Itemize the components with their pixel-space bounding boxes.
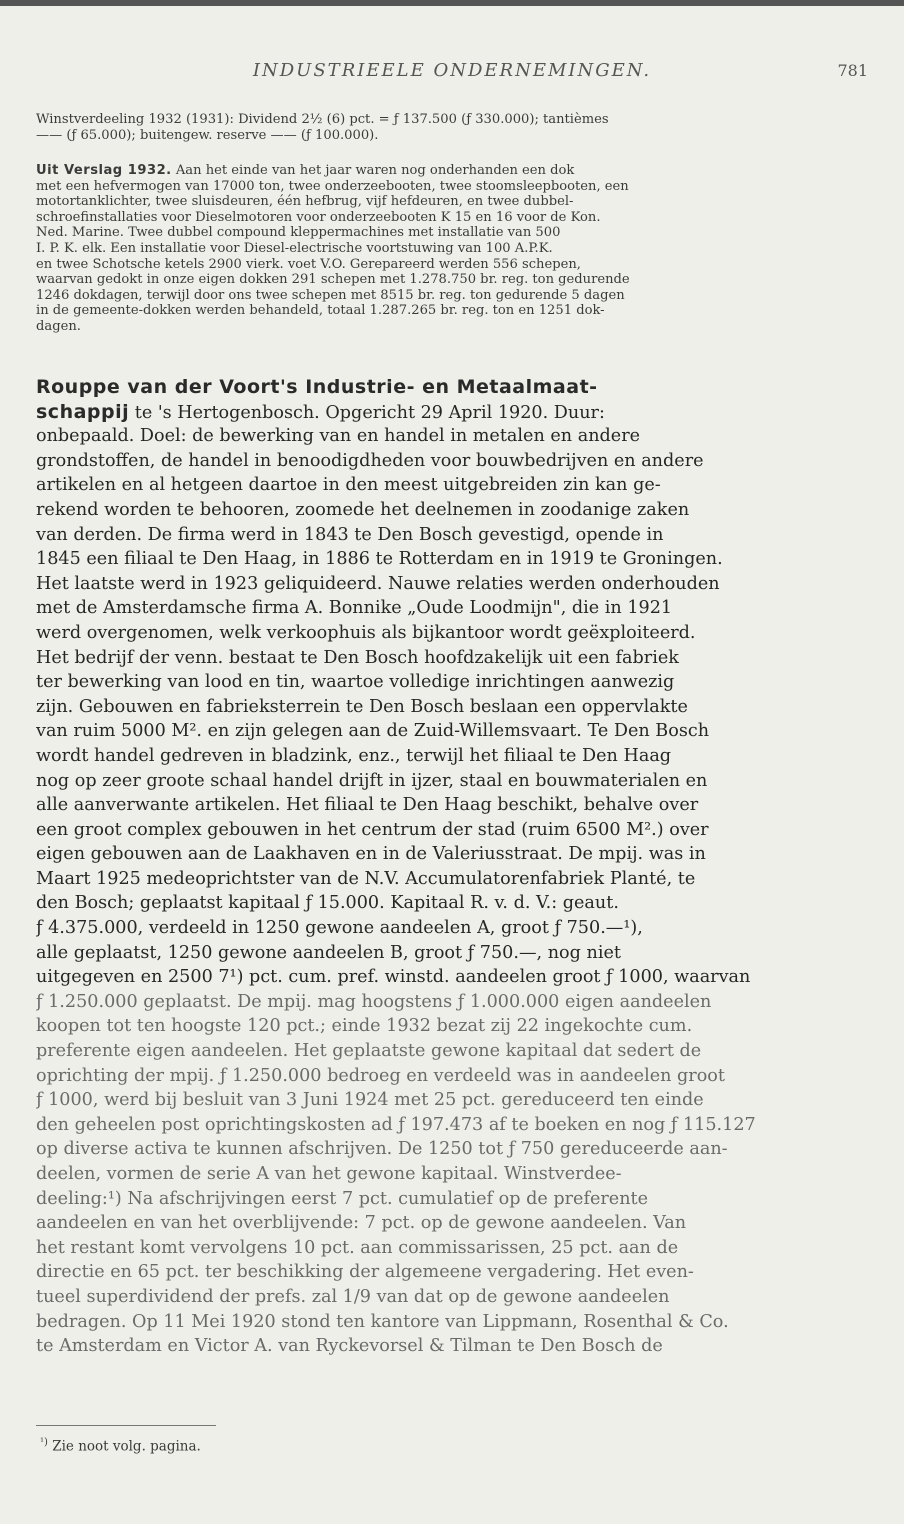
footnote-marker: ¹) — [40, 1437, 48, 1448]
running-header — [36, 60, 868, 86]
entry-line: bedragen. Op 11 Mei 1920 stond ten kantore van Lippmann, Rosenthal & Co. — [36, 1311, 729, 1332]
entry-line: op diverse activa te kunnen afschrijven. De 1250 tot ƒ 750 gereduceerde aan- — [36, 1139, 728, 1160]
entry-line: ƒ 1000, werd bij besluit van 3 Juni 1924 met 25 pct. gereduceerd ten einde — [36, 1090, 704, 1111]
entry-line: wordt handel gedreven in bladzink, enz., terwijl het filiaal te Den Haag — [36, 745, 672, 766]
company-name: Rouppe van der Voort's Industrie- en Metaalmaat- — [36, 376, 598, 398]
company-entry — [36, 375, 868, 1359]
entry-line: zijn. Gebouwen en fabrieksterrein te Den Bosch beslaan een oppervlakte — [36, 696, 688, 717]
profit-line: —— (ƒ 65.000); buitengew. reserve —— (ƒ 100.000). — [36, 127, 379, 143]
entry-line: uitgegeven en 2500 7¹) pct. cum. pref. winstd. aandeelen groot ƒ 1000, waarvan — [36, 967, 751, 988]
footnote — [40, 1437, 640, 1455]
company-heading — [36, 375, 868, 400]
report-line: Ned. Marine. Twee dubbel compound kleppermachines met installatie van 500 — [36, 225, 561, 241]
footnote-divider — [36, 1425, 216, 1426]
page-top-edge — [0, 0, 904, 6]
report-line: waarvan gedokt in onze eigen dokken 291 schepen met 1.278.750 br. reg. ton gedurende — [36, 272, 630, 288]
previous-entry-profit — [36, 112, 868, 143]
entry-line: eigen gebouwen aan de Laakhaven en in de Valeriusstraat. De mpij. was in — [36, 844, 706, 865]
previous-entry-report — [36, 163, 868, 335]
entry-line: Het bedrijf der venn. bestaat te Den Bosch hoofdzakelijk uit een fabriek — [36, 647, 679, 668]
profit-line: Winstverdeeling 1932 (1931): Dividend 2½ (6) pct. = ƒ 137.500 (ƒ 330.000); tantièmes — [36, 112, 609, 127]
entry-line: koopen tot ten hoogste 120 pct.; einde 1932 bezat zij 22 ingekochte cum. — [36, 1016, 693, 1037]
page-number: 781 — [837, 61, 868, 80]
entry-line: oprichting der mpij. ƒ 1.250.000 bedroeg en verdeeld was in aandeelen groot — [36, 1065, 725, 1086]
report-line: en twee Schotsche ketels 2900 vierk. voet V.O. Gerepareerd werden 556 schepen, — [36, 256, 581, 272]
report-text: Aan het einde van het jaar waren nog onderhanden een dok — [171, 163, 575, 178]
entry-line: ter bewerking van lood en tin, waartoe volledige inrichtingen aanwezig — [36, 672, 675, 693]
running-title: INDUSTRIEELE ONDERNEMINGEN. — [252, 60, 652, 81]
entry-line: artikelen en al hetgeen daartoe in den meest uitgebreiden zin kan ge- — [36, 475, 661, 496]
entry-line: met de Amsterdamsche firma A. Bonnike „Oude Loodmijn", die in 1921 — [36, 598, 673, 619]
report-line: met een hefvermogen van 17000 ton, twee onderzeebooten, twee stoomsleepbooten, een — [36, 178, 629, 194]
entry-line: den geheelen post oprichtingskosten ad ƒ 197.473 af te boeken en nog ƒ 115.127 — [36, 1114, 756, 1135]
entry-line: directie en 65 pct. ter beschikking der algemeene vergadering. Het even- — [36, 1262, 694, 1283]
entry-line: rekend worden te behooren, zoomede het deelnemen in zoodanige zaken — [36, 499, 690, 520]
report-line: dagen. — [36, 318, 81, 334]
entry-line: alle aanverwante artikelen. Het filiaal te Den Haag beschikt, behalve over — [36, 795, 699, 816]
entry-line: werd overgenomen, welk verkoophuis als bijkantoor wordt geëxploiteerd. — [36, 622, 696, 643]
entry-line: een groot complex gebouwen in het centrum der stad (ruim 6500 M².) over — [36, 819, 709, 840]
entry-line: tueel superdividend der prefs. zal 1/9 van dat op de gewone aandeelen — [36, 1286, 670, 1307]
entry-line: van ruim 5000 M². en zijn gelegen aan de Zuid-Willemsvaart. Te Den Bosch — [36, 721, 710, 742]
entry-text: te 's Hertogenbosch. Opgericht 29 April 1920. Duur: — [129, 402, 605, 423]
entry-line: preferente eigen aandeelen. Het geplaatste gewone kapitaal dat sedert de — [36, 1041, 702, 1062]
entry-line: 1845 een filiaal te Den Haag, in 1886 te Rotterdam en in 1919 te Groningen. — [36, 549, 723, 570]
company-name-continued: schappij — [36, 400, 130, 423]
entry-line — [36, 400, 868, 425]
entry-line: deelen, vormen de serie A van het gewone kapitaal. Winstverdee- — [36, 1164, 622, 1184]
entry-line: alle geplaatst, 1250 gewone aandeelen B, groot ƒ 750.—, nog niet — [36, 942, 621, 963]
entry-line: aandeelen en van het overblijvende: 7 pct. op de gewone aandeelen. Van — [36, 1213, 687, 1234]
report-line: motortanklichter, twee sluisdeuren, één hefbrug, vijf hefdeuren, en twee dubbel- — [36, 194, 574, 210]
entry-line: het restant komt vervolgens 10 pct. aan commissarissen, 25 pct. aan de — [36, 1237, 679, 1258]
entry-line: deeling:¹) Na afschrijvingen eerst 7 pct. cumulatief op de preferente — [36, 1188, 649, 1209]
entry-line: ƒ 1.250.000 geplaatst. De mpij. mag hoogstens ƒ 1.000.000 eigen aandeelen — [36, 991, 712, 1012]
report-line: I. P. K. elk. Een installatie voor Diesel-electrische voortstuwing van 100 A.P.K. — [36, 240, 553, 256]
entry-line: Het laatste werd in 1923 geliquideerd. Nauwe relaties werden onderhouden — [36, 573, 720, 594]
entry-line: ƒ 4.375.000, verdeeld in 1250 gewone aandeelen A, groot ƒ 750.—¹), — [36, 918, 643, 939]
report-line: schroefinstallaties voor Dieselmotoren voor onderzeebooten K 15 en 16 voor de Kon. — [36, 209, 601, 225]
entry-line: onbepaald. Doel: de bewerking van en handel in metalen en andere — [36, 426, 641, 447]
report-label: Uit Verslag 1932. — [36, 163, 172, 178]
entry-line: nog op zeer groote schaal handel drijft in ijzer, staal en bouwmaterialen en — [36, 770, 708, 791]
footnote-text: Zie noot volg. pagina. — [47, 1438, 201, 1455]
entry-line: te Amsterdam en Victor A. van Ryckevorsel & Tilman te Den Bosch de — [36, 1336, 663, 1357]
report-line: 1246 dokdagen, terwijl door ons twee schepen met 8515 br. reg. ton gedurende 5 dagen — [36, 287, 625, 303]
entry-line: den Bosch; geplaatst kapitaal ƒ 15.000. Kapitaal R. v. d. V.: geaut. — [36, 893, 619, 914]
entry-line: Maart 1925 medeoprichtster van de N.V. Accumulatorenfabriek Planté, te — [36, 868, 696, 889]
entry-line: van derden. De firma werd in 1843 te Den Bosch gevestigd, opende in — [36, 524, 664, 545]
report-line: in de gemeente-dokken werden behandeld, totaal 1.287.265 br. reg. ton en 1251 dok- — [36, 303, 605, 319]
report-line-first — [36, 163, 868, 179]
entry-line: grondstoffen, de handel in benoodigdheden voor bouwbedrijven en andere — [36, 450, 704, 471]
